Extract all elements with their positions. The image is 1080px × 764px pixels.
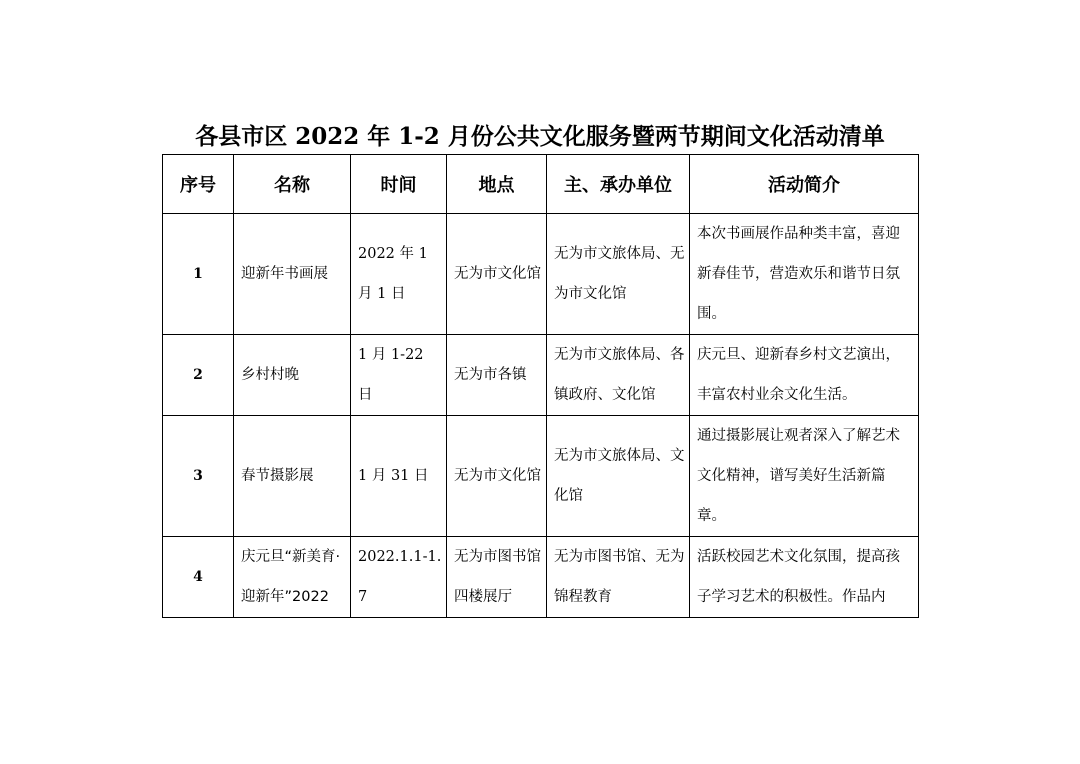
table-row xyxy=(163,214,919,335)
header-no: 序号 xyxy=(163,155,234,214)
header-intro: 活动简介 xyxy=(690,155,919,214)
cell-no: 1 xyxy=(163,214,234,335)
header-organizer: 主、承办单位 xyxy=(547,155,690,214)
cell-place: 无为市图书馆四楼展厅 xyxy=(447,537,547,618)
cell-organizer: 无为市文旅体局、文化馆 xyxy=(547,416,690,537)
cell-name: 迎新年书画展 xyxy=(234,214,351,335)
table-header-row xyxy=(163,155,919,214)
document-title: 各县市区 2022 年 1-2 月份公共文化服务暨两节期间文化活动清单 xyxy=(195,123,885,150)
header-name: 名称 xyxy=(234,155,351,214)
cell-name: 春节摄影展 xyxy=(234,416,351,537)
cell-name: 乡村村晚 xyxy=(234,335,351,416)
cell-time: 1 月 31 日 xyxy=(351,416,447,537)
cell-intro: 活跃校园艺术文化氛围，提高孩子学习艺术的积极性。作品内 xyxy=(690,537,919,618)
cell-time: 1 月 1-22 日 xyxy=(351,335,447,416)
cell-place: 无为市文化馆 xyxy=(447,214,547,335)
cell-organizer: 无为市文旅体局、无为市文化馆 xyxy=(547,214,690,335)
cell-name: 庆元旦“新美育·迎新年”2022 xyxy=(234,537,351,618)
cell-place: 无为市各镇 xyxy=(447,335,547,416)
cell-no: 3 xyxy=(163,416,234,537)
cell-time: 2022 年 1 月 1 日 xyxy=(351,214,447,335)
cell-intro: 庆元旦、迎新春乡村文艺演出，丰富农村业余文化生活。 xyxy=(690,335,919,416)
table-row xyxy=(163,537,919,618)
header-time: 时间 xyxy=(351,155,447,214)
cell-no: 2 xyxy=(163,335,234,416)
table-row xyxy=(163,335,919,416)
cell-organizer: 无为市图书馆、无为锦程教育 xyxy=(547,537,690,618)
cell-organizer: 无为市文旅体局、各镇政府、文化馆 xyxy=(547,335,690,416)
cell-time: 2022.1.1-1.7 xyxy=(351,537,447,618)
cell-intro: 通过摄影展让观者深入了解艺术文化精神，谱写美好生活新篇章。 xyxy=(690,416,919,537)
header-place: 地点 xyxy=(447,155,547,214)
cell-place: 无为市文化馆 xyxy=(447,416,547,537)
cell-no: 4 xyxy=(163,537,234,618)
cell-intro: 本次书画展作品种类丰富，喜迎新春佳节，营造欢乐和谐节日氛围。 xyxy=(690,214,919,335)
activity-table xyxy=(162,154,919,618)
table-row xyxy=(163,416,919,537)
